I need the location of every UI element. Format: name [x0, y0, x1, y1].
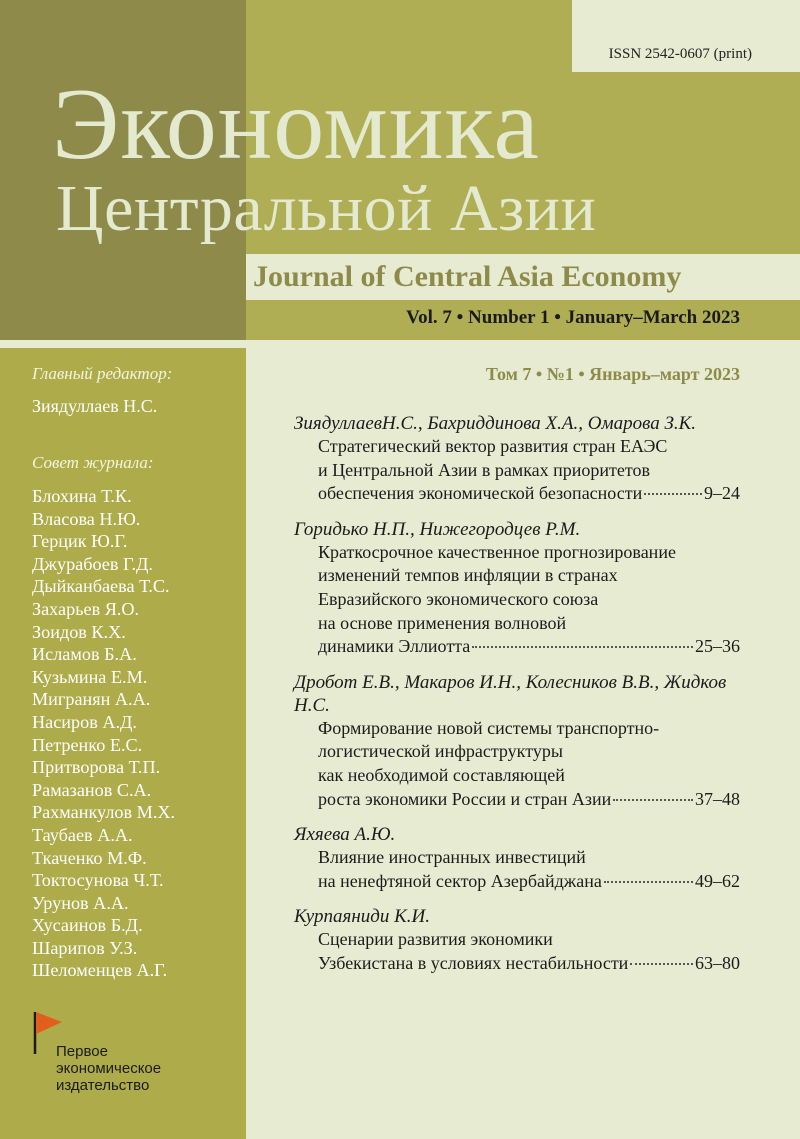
article-title-last-line: [318, 482, 740, 506]
article-title-line: как необходимой составляющей: [318, 764, 565, 785]
publisher-line: Первое: [56, 1043, 108, 1060]
article-title-line: Сценарии развития экономики: [318, 929, 553, 950]
article-entry[interactable]: [294, 823, 740, 893]
publisher-line: экономическое: [56, 1060, 162, 1077]
article-authors: Курпаяниди К.И.: [294, 906, 430, 928]
board-list: [32, 485, 175, 982]
article-title-line: Формирование новой системы транспортно-: [318, 717, 660, 738]
article-title-last-line: [318, 870, 740, 894]
article-entry[interactable]: [294, 671, 740, 811]
board-member: Рамазанов С.А.: [32, 779, 152, 800]
article-entry[interactable]: [294, 518, 740, 659]
article-authors: ЗиядуллаевН.С., Бахриддинова Х.А., Омарова З.К.: [294, 413, 697, 434]
article-entry[interactable]: [294, 412, 740, 506]
publisher-name: [56, 1043, 161, 1094]
volume-info-english: Vol. 7 • Number 1 • January–March 2023: [406, 307, 740, 328]
article-pages: 49–62: [695, 870, 740, 891]
issn: ISSN 2542-0607 (print): [608, 46, 752, 62]
board-member: Зоидов К.Х.: [32, 621, 126, 642]
board-member: Исламов Б.А.: [32, 644, 137, 665]
board-member: Таубаев А.А.: [32, 824, 133, 845]
article-title-line: Евразийского экономического союза: [318, 588, 599, 609]
board-member: Притворова Т.П.: [32, 757, 161, 778]
board-member: Хусаинов Б.Д.: [32, 915, 143, 936]
board-member: Мигранян А.А.: [32, 689, 151, 710]
article-pages: 63–80: [695, 952, 740, 973]
dot-leader: [472, 645, 693, 648]
board-member: Насиров А.Д.: [32, 711, 137, 732]
article-title-line: на основе применения волновой: [318, 612, 567, 633]
editor-name: Зиядуллаев Н.С.: [32, 396, 158, 416]
dot-leader: [630, 962, 693, 965]
board-member: Токтосунова Ч.Т.: [32, 870, 164, 891]
article-authors: Горидько Н.П., Нижегородцев Р.М.: [294, 518, 581, 540]
divider: [0, 340, 800, 348]
board-member: Ткаченко М.Ф.: [32, 847, 147, 868]
article-pages: 37–48: [695, 788, 740, 809]
volume-info-russian: Том 7 • №1 • Январь–март 2023: [485, 364, 740, 384]
table-of-contents: [294, 412, 740, 988]
article-pages: 9–24: [704, 483, 740, 504]
article-title-line: на ненефтяной сектор Азербайджана: [318, 870, 602, 891]
journal-title-english: Journal of Central Asia Economy: [253, 260, 682, 293]
article-title-line: динамики Эллиотта: [318, 636, 471, 657]
board-member: Рахманкулов М.Х.: [32, 802, 176, 823]
dot-leader: [604, 880, 693, 883]
article-title-line: и Центральной Азии в рамках приоритетов: [318, 459, 651, 480]
article-entry[interactable]: [294, 905, 740, 975]
board-member: Джурабоев Г.Д.: [32, 553, 153, 574]
article-title-line: Влияние иностранных инвестиций: [318, 847, 586, 868]
article-title-last-line: [318, 952, 740, 976]
dot-leader: [644, 492, 702, 495]
article-title-line: роста экономики России и стран Азии: [318, 788, 612, 809]
board-member: Урунов А.А.: [32, 892, 129, 913]
article-title-last-line: [318, 635, 740, 659]
article-title-line: Стратегический вектор развития стран ЕАЭС: [318, 436, 668, 456]
article-pages: 25–36: [695, 636, 740, 657]
dot-leader: [613, 798, 693, 801]
board-member: Дыйканбаева Т.С.: [32, 576, 170, 597]
article-title-line: изменений темпов инфляции в странах: [318, 565, 618, 586]
article-title-last-line: [318, 788, 740, 812]
article-authors: Дробот Е.В., Макаров И.Н., Колесников В.В., Жидков Н.С.: [294, 671, 727, 716]
board-member: Шеломенцев А.Г.: [32, 960, 168, 981]
article-authors: Яхяева А.Ю.: [294, 824, 396, 846]
article-title-line: логистической инфраструктуры: [318, 741, 563, 762]
article-title-line: Краткосрочное качественное прогнозирование: [318, 541, 676, 562]
editor-label: Главный редактор:: [32, 364, 173, 383]
journal-title-line2: Центральной Азии: [56, 172, 597, 245]
board-member: Шарипов У.З.: [32, 937, 138, 958]
board-member: Кузьмина Е.М.: [32, 666, 148, 687]
article-title-line: Узбекистана в условиях нестабильности: [318, 952, 629, 973]
board-member: Петренко Е.С.: [32, 734, 143, 755]
journal-title-line1: Экономика: [52, 68, 540, 181]
board-member: Блохина Т.К.: [32, 486, 132, 506]
board-member: Герцик Ю.Г.: [32, 531, 128, 552]
publisher-line: издательство: [56, 1077, 150, 1094]
board-label: Совет журнала:: [32, 453, 154, 472]
board-member: Власова Н.Ю.: [32, 508, 141, 529]
board-member: Захарьев Я.О.: [32, 598, 140, 619]
article-title-line: обеспечения экономической безопасности: [318, 483, 643, 504]
